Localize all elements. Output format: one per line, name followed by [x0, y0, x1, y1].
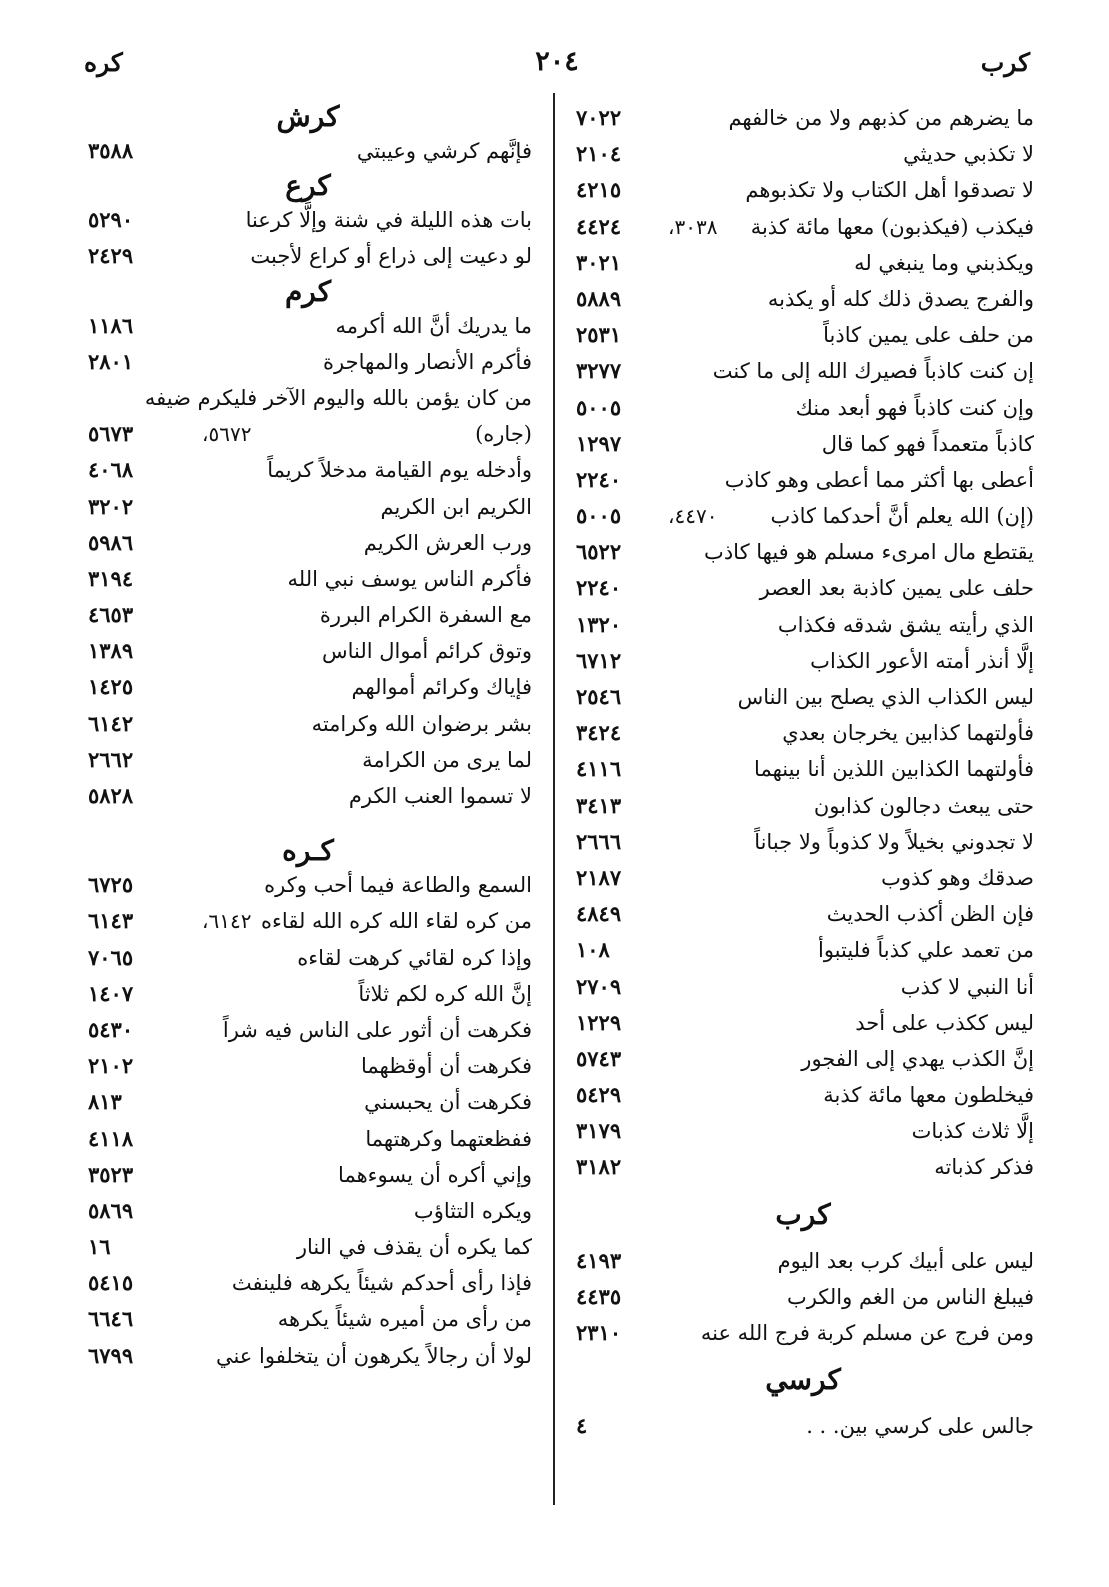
index-entry	[84, 202, 532, 238]
entry-text: فذكر كذباته	[934, 1155, 1034, 1180]
index-entry	[84, 742, 532, 778]
entry-text: فإياك وكرائم أموالهم	[351, 675, 532, 700]
entry-number: ٦٧١٢	[576, 647, 622, 673]
entry-number: ٥٩٨٦	[88, 529, 134, 555]
entry-text: فيخلطون معها مائة كذبة	[823, 1083, 1034, 1108]
entry-text: السمع والطاعة فيما أحب وكره	[264, 873, 532, 898]
index-entry	[572, 1113, 1034, 1149]
entry-text: فإنَّهم كرشي وعيبتي	[356, 139, 532, 163]
entry-text: كما يكره أن يقذف في النار	[296, 1235, 532, 1260]
entry-text: إلَّا أنذر أمته الأعور الكذاب	[810, 648, 1034, 673]
index-entry	[84, 416, 532, 452]
header-right-word: كرب	[980, 48, 1030, 77]
karam-entries	[84, 308, 532, 815]
entry-text: لولا أن رجالاً يكرهون أن يتخلفوا عني	[215, 1343, 532, 1368]
entry-text: ومن فرج عن مسلم كربة فرج الله عنه	[700, 1321, 1034, 1345]
index-entry	[572, 426, 1034, 462]
column-divider	[553, 93, 555, 1505]
index-entry	[572, 462, 1034, 498]
index-entry	[572, 390, 1034, 426]
index-entry	[572, 607, 1034, 643]
heading-karam: كرم	[284, 274, 332, 308]
index-entry	[572, 245, 1034, 281]
entry-text: ما يدريك أنَّ الله أكرمه	[335, 313, 532, 338]
entry-text: فأكرم الأنصار والمهاجرة	[323, 349, 532, 374]
entry-number: ٤٤٢٤	[576, 213, 622, 239]
index-entry	[572, 1005, 1034, 1041]
entry-number: ٦١٤٢	[88, 710, 134, 736]
index-entry	[84, 1265, 532, 1301]
index-entry	[572, 570, 1034, 606]
entry-number: ٥٨٢٨	[88, 783, 134, 808]
index-entry	[84, 1301, 532, 1337]
index-entry	[572, 860, 1034, 896]
index-entry	[84, 706, 532, 742]
entry-text: إنَّ الله كره لكم ثلاثاً	[358, 981, 532, 1006]
index-entry	[84, 561, 532, 597]
entry-text: كاذباً متعمداً فهو كما قال	[821, 431, 1034, 456]
entry-number: ٦١٤٣	[88, 908, 134, 934]
index-entry	[84, 1157, 532, 1193]
entry-number: ٢٤٢٩	[88, 243, 134, 269]
entry-text: أعطى بها أكثر مما أعطى وهو كاذب	[724, 467, 1034, 492]
entry-number: ٢٧٠٩	[576, 973, 622, 999]
entry-text: فيكذب (فيكذبون) معها مائة كذبة	[750, 214, 1034, 239]
entry-text: فأولتهما الكذابين اللذين أنا بينهما	[754, 757, 1034, 782]
entry-text: حلف على يمين كاذبة بعد العصر	[759, 576, 1034, 601]
heading-kara: كرع	[285, 169, 331, 203]
heading-karsh: كرش	[276, 100, 340, 133]
entry-number: ٧٠٢٢	[576, 105, 622, 130]
entry-text: ليس على أبيك كرب بعد اليوم	[777, 1248, 1034, 1273]
entry-text: من كره لقاء الله كره الله لقاءه	[261, 909, 532, 934]
entry-text: حتى يبعث دجالون كذابون	[813, 793, 1034, 818]
entry-text: لا تسموا العنب الكرم	[348, 784, 532, 808]
index-entry	[572, 534, 1034, 570]
index-entry	[84, 1229, 532, 1265]
entry-text: لا تكذبي حديثي	[903, 142, 1034, 167]
entry-number: ١٦	[88, 1234, 111, 1260]
entry-number: ٣٤٢٤	[576, 720, 622, 746]
entry-number: ٤١٩٣	[576, 1247, 622, 1273]
index-entry	[84, 344, 532, 380]
index-entry	[84, 452, 532, 488]
entry-number: ١٠٨	[576, 937, 610, 963]
index-entry	[84, 1193, 532, 1229]
entry-text: بشر برضوان الله وكرامته	[311, 711, 532, 736]
entry-text: وأدخله يوم القيامة مدخلاً كريماً	[267, 458, 532, 483]
kurh-entries	[84, 867, 532, 1374]
entry-number: ٢٢٤٠	[576, 575, 622, 601]
entry-number: ٤٠٦٨	[88, 457, 134, 483]
entry-number: ٢٢٤٠	[576, 466, 622, 492]
entry-text: ما يضرهم من كذبهم ولا من خالفهم	[728, 106, 1034, 130]
entry-text: فكرهت أن يحبسني	[364, 1090, 532, 1115]
index-entry	[84, 867, 532, 903]
index-entry	[84, 976, 532, 1012]
kara-entries	[84, 202, 532, 274]
entry-number: ٨١٣	[88, 1089, 122, 1115]
entry-text: الكريم ابن الكريم	[380, 494, 532, 519]
heading-kurh: كـره	[282, 834, 334, 868]
entry-text: لا تجدوني بخيلاً ولا كذوباً ولا جباناً	[754, 829, 1034, 854]
entry-number: ٢٥٣١	[576, 322, 622, 348]
index-entry	[572, 896, 1034, 932]
entry-number: ٥٤٣٠	[88, 1016, 134, 1042]
entry-number: ٥٤٢٩	[576, 1082, 622, 1108]
entry-secondary-number: ٦١٤٢،	[202, 909, 252, 934]
entry-text: بات هذه الليلة في شنة وإلَّا كرعنا	[245, 208, 532, 233]
entry-number: ٦٦٤٦	[88, 1306, 134, 1332]
entry-number: ٣١٧٩	[576, 1118, 622, 1144]
right-column	[572, 100, 1034, 1444]
entry-number: ٢٣١٠	[576, 1320, 622, 1345]
entry-secondary-number: ٤٤٧٠،	[668, 504, 718, 529]
entry-text: ليس الكذاب الذي يصلح بين الناس	[737, 685, 1034, 709]
entry-text: ويكره التثاؤب	[413, 1198, 532, 1223]
entry-text: وإني أكره أن يسوءهما	[338, 1162, 532, 1187]
index-entry	[572, 679, 1034, 715]
index-entry	[84, 308, 532, 344]
left-column	[84, 100, 532, 1374]
entry-text: فكرهت أن أوقظهما	[361, 1054, 532, 1079]
entry-number: ٣٢٠٢	[88, 493, 134, 519]
entry-text: فيبلغ الناس من الغم والكرب	[786, 1284, 1034, 1309]
entry-number: ٢٦٦٢	[88, 746, 134, 772]
index-entry	[572, 209, 1034, 245]
index-entry	[84, 597, 532, 633]
index-entry	[84, 238, 532, 274]
entry-text: مع السفرة الكرام البررة	[319, 603, 532, 628]
entry-text: والفرج يصدق ذلك كله أو يكذبه	[767, 286, 1034, 311]
entry-text: لما يرى من الكرامة	[362, 747, 532, 772]
entry-text: جالس على كرسي بين. . .	[806, 1414, 1034, 1439]
entry-number: ٢١٠٢	[88, 1053, 134, 1079]
entry-number: ٧٠٦٥	[88, 944, 134, 970]
index-entry	[572, 1149, 1034, 1185]
index-entry	[572, 1041, 1034, 1077]
entry-number: ٤١١٦	[576, 756, 622, 782]
entry-text: الذي رأيته يشق شدقه فكذاب	[777, 612, 1034, 637]
entry-number: ٥٨٨٩	[576, 285, 622, 311]
entry-text: يقتطع مال امرىء مسلم هو فيها كاذب	[704, 540, 1034, 565]
index-entry	[84, 633, 532, 669]
index-entry	[84, 133, 532, 169]
entry-number: ٣١٩٤	[88, 565, 134, 591]
heading-kursi: كرسي	[765, 1363, 841, 1397]
header-left-word: كره	[84, 48, 123, 77]
entry-number: ٥٧٤٣	[576, 1045, 622, 1071]
entry-text: إلَّا ثلاث كذبات	[911, 1119, 1034, 1144]
index-entry	[84, 940, 532, 976]
entry-number: ١١٨٦	[88, 312, 134, 338]
index-entry	[84, 1084, 532, 1120]
entry-number: ٤	[576, 1413, 588, 1439]
entry-text: من حلف على يمين كاذباً	[823, 323, 1034, 348]
entry-number: ١٣٢٠	[576, 611, 622, 637]
index-entry	[572, 1408, 1034, 1444]
entry-secondary-number: ٥٦٧٢،	[202, 422, 252, 447]
entry-number: ٦٥٢٢	[576, 539, 622, 565]
entry-text: وإن كنت كاذباً فهو أبعد منك	[795, 395, 1034, 420]
entry-text: فإن الظن أكذب الحديث	[826, 902, 1034, 927]
entry-number: ٦٧٢٥	[88, 872, 134, 898]
index-entry	[572, 969, 1034, 1005]
karsh-entries	[84, 133, 532, 169]
entry-text: ففظعتهما وكرهتهما	[365, 1126, 532, 1151]
entry-text: لا تصدقوا أهل الكتاب ولا تكذبوهم	[745, 178, 1034, 203]
kadhib-entries	[572, 100, 1034, 1186]
index-entry	[572, 788, 1034, 824]
entry-number: ٢٦٦٦	[576, 828, 622, 854]
entry-number: ٣٥٢٣	[88, 1161, 134, 1187]
entry-text: فكرهت أن أثور على الناس فيه شراً	[222, 1017, 532, 1042]
entry-number: ٣١٨٢	[576, 1154, 622, 1180]
page-number: ٢٠٤	[535, 46, 579, 77]
index-entry	[84, 380, 532, 416]
index-entry	[572, 1243, 1034, 1279]
entry-text: وتوق كرائم أموال الناس	[321, 639, 532, 664]
entry-text: ليس ككذب على أحد	[855, 1010, 1034, 1035]
entry-number: ٣٠٢١	[576, 249, 622, 275]
entry-number: ٢١٨٧	[576, 864, 622, 890]
karb-entries	[572, 1243, 1034, 1352]
entry-text: ورب العرش الكريم	[363, 530, 532, 555]
index-entry	[84, 1012, 532, 1048]
index-entry	[84, 1048, 532, 1084]
entry-number: ١٢٢٩	[576, 1009, 622, 1035]
entry-number: ٥٢٩٠	[88, 207, 134, 233]
entry-text: من كان يؤمن بالله واليوم الآخر فليكرم ضيفه	[144, 385, 532, 410]
entry-number: ٣٥٨٨	[88, 138, 134, 163]
index-entry	[572, 281, 1034, 317]
entry-text: من رأى من أميره شيئاً يكرهه	[277, 1307, 532, 1332]
entry-number: ٣٢٧٧	[576, 358, 622, 384]
index-entry	[572, 100, 1034, 136]
entry-number: ١٤٠٧	[88, 980, 134, 1006]
index-entry	[572, 932, 1034, 968]
entry-number: ٥٤١٥	[88, 1270, 134, 1296]
entry-number: ٤٤٣٥	[576, 1283, 622, 1309]
entry-number: ١٤٢٥	[88, 674, 134, 700]
index-entry	[572, 715, 1034, 751]
heading-karb: كرب	[775, 1197, 831, 1231]
index-entry	[84, 903, 532, 939]
index-entry	[572, 498, 1034, 534]
entry-number: ٤٢١٥	[576, 177, 622, 203]
entry-number: ٢٨٠١	[88, 348, 134, 374]
entry-number: ٥٠٠٥	[576, 503, 622, 529]
index-entry	[84, 525, 532, 561]
entry-number: ٦٧٩٩	[88, 1342, 134, 1368]
entry-text: فأولتهما كذابين يخرجان بعدي	[782, 721, 1034, 746]
index-entry	[572, 751, 1034, 787]
index-entry	[572, 643, 1034, 679]
entry-text: وإذا كره لقائي كرهت لقاءه	[297, 945, 532, 970]
entry-number: ١٢٩٧	[576, 430, 622, 456]
entry-text: فإذا رأى أحدكم شيئاً يكرهه فلينفث	[231, 1271, 532, 1296]
entry-text: إن كنت كاذباً فصيرك الله إلى ما كنت	[712, 359, 1034, 384]
entry-text: ويكذبني وما ينبغي له	[854, 250, 1034, 275]
entry-number: ٥٦٧٣	[88, 421, 134, 447]
entry-secondary-number: ٣٠٣٨،	[668, 214, 718, 239]
page-header	[84, 42, 1030, 82]
entry-text: إنَّ الكذب يهدي إلى الفجور	[801, 1046, 1034, 1071]
index-entry	[572, 1077, 1034, 1113]
index-entry	[572, 317, 1034, 353]
entry-number: ٢٥٤٦	[576, 684, 622, 709]
entry-number: ٥٨٦٩	[88, 1197, 134, 1223]
entry-text: لو دعيت إلى ذراع أو كراع لأجبت	[250, 244, 532, 269]
index-entry	[84, 489, 532, 525]
index-entry	[572, 136, 1034, 172]
index-entry	[84, 669, 532, 705]
entry-text: (جاره)	[475, 422, 532, 447]
entry-text: من تعمد علي كذباً فليتبوأ	[817, 938, 1034, 963]
index-entry	[572, 1279, 1034, 1315]
entry-number: ٥٠٠٥	[576, 394, 622, 420]
entry-number: ٣٤١٣	[576, 792, 622, 818]
index-entry	[572, 353, 1034, 389]
index-entry	[84, 1338, 532, 1374]
entry-number: ١٣٨٩	[88, 638, 134, 664]
entry-text: فأكرم الناس يوسف نبي الله	[287, 566, 532, 591]
entry-number: ٢١٠٤	[576, 141, 622, 167]
entry-number: ٤٦٥٣	[88, 602, 134, 628]
index-entry	[572, 172, 1034, 208]
index-entry	[84, 1121, 532, 1157]
entry-text: (إن) الله يعلم أنَّ أحدكما كاذب	[770, 504, 1034, 529]
kursi-entries	[572, 1408, 1034, 1444]
index-entry	[84, 778, 532, 814]
entry-number: ٤١١٨	[88, 1125, 134, 1151]
entry-number: ٤٨٤٩	[576, 901, 622, 927]
index-entry	[572, 1315, 1034, 1351]
entry-text: صدقك وهو كذوب	[881, 865, 1034, 890]
entry-text: أنا النبي لا كذب	[900, 974, 1034, 999]
index-entry	[572, 824, 1034, 860]
